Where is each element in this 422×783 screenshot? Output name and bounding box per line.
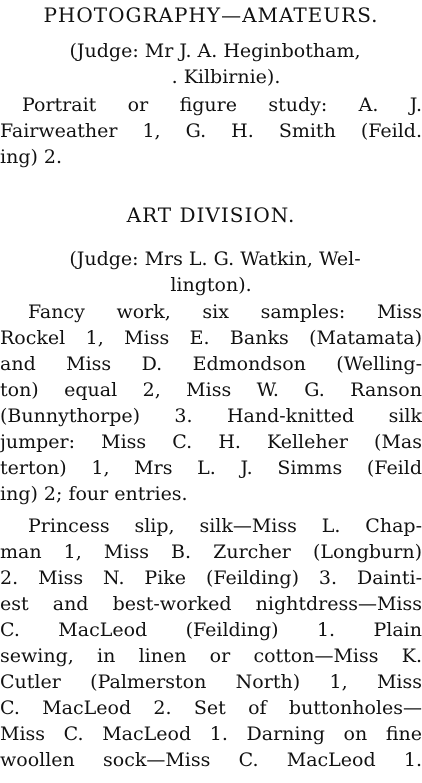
body-line: est and best-worked nightdress—Miss: [0, 593, 422, 615]
body-line: terton) 1, Mrs L. J. Simms (Feild: [0, 457, 422, 479]
judge-line: (Judge: Mr J. A. Heginbotham,: [69, 40, 361, 62]
judge-line: . Kilbirnie).: [171, 66, 281, 88]
body-line: ton) equal 2, Miss W. G. Ranson: [0, 379, 422, 401]
body-line: man 1, Miss B. Zurcher (Longburn): [0, 541, 422, 563]
body-line: Rockel 1, Miss E. Banks (Matamata): [0, 327, 422, 349]
judge-line: lington).: [170, 274, 252, 296]
judge-line: (Judge: Mrs L. G. Watkin, Wel-: [69, 248, 361, 270]
body-line: Princess slip, silk—Miss L. Chap-: [28, 515, 422, 537]
body-line: Portrait or figure study: A. J.: [22, 94, 422, 116]
body-line: woollen sock—Miss C. MacLeod 1.: [0, 749, 422, 771]
body-line: 2. Miss N. Pike (Feilding) 3. Dainti-: [0, 567, 422, 589]
body-line: C. MacLeod (Feilding) 1. Plain: [0, 619, 422, 641]
body-line: jumper: Miss C. H. Kelleher (Mas: [0, 431, 422, 453]
body-line: (Bunnythorpe) 3. Hand-knitted silk: [0, 405, 422, 427]
body-line: ing) 2.: [0, 146, 63, 168]
body-line: Fancy work, six samples: Miss: [28, 301, 422, 323]
body-line: ing) 2; four entries.: [0, 483, 188, 505]
body-line: Fairweather 1, G. H. Smith (Feild.: [0, 120, 422, 142]
body-line: sewing, in linen or cotton—Miss K.: [0, 645, 422, 667]
body-line: Miss C. MacLeod 1. Darning on fine: [0, 723, 422, 745]
body-line: and Miss D. Edmondson (Welling-: [0, 353, 422, 375]
body-line: C. MacLeod 2. Set of buttonholes—: [0, 697, 422, 719]
section-heading-photography: PHOTOGRAPHY—AMATEURS.: [43, 3, 379, 27]
body-line: Cutler (Palmerston North) 1, Miss: [0, 671, 422, 693]
section-heading-art: ART DIVISION.: [126, 203, 296, 227]
